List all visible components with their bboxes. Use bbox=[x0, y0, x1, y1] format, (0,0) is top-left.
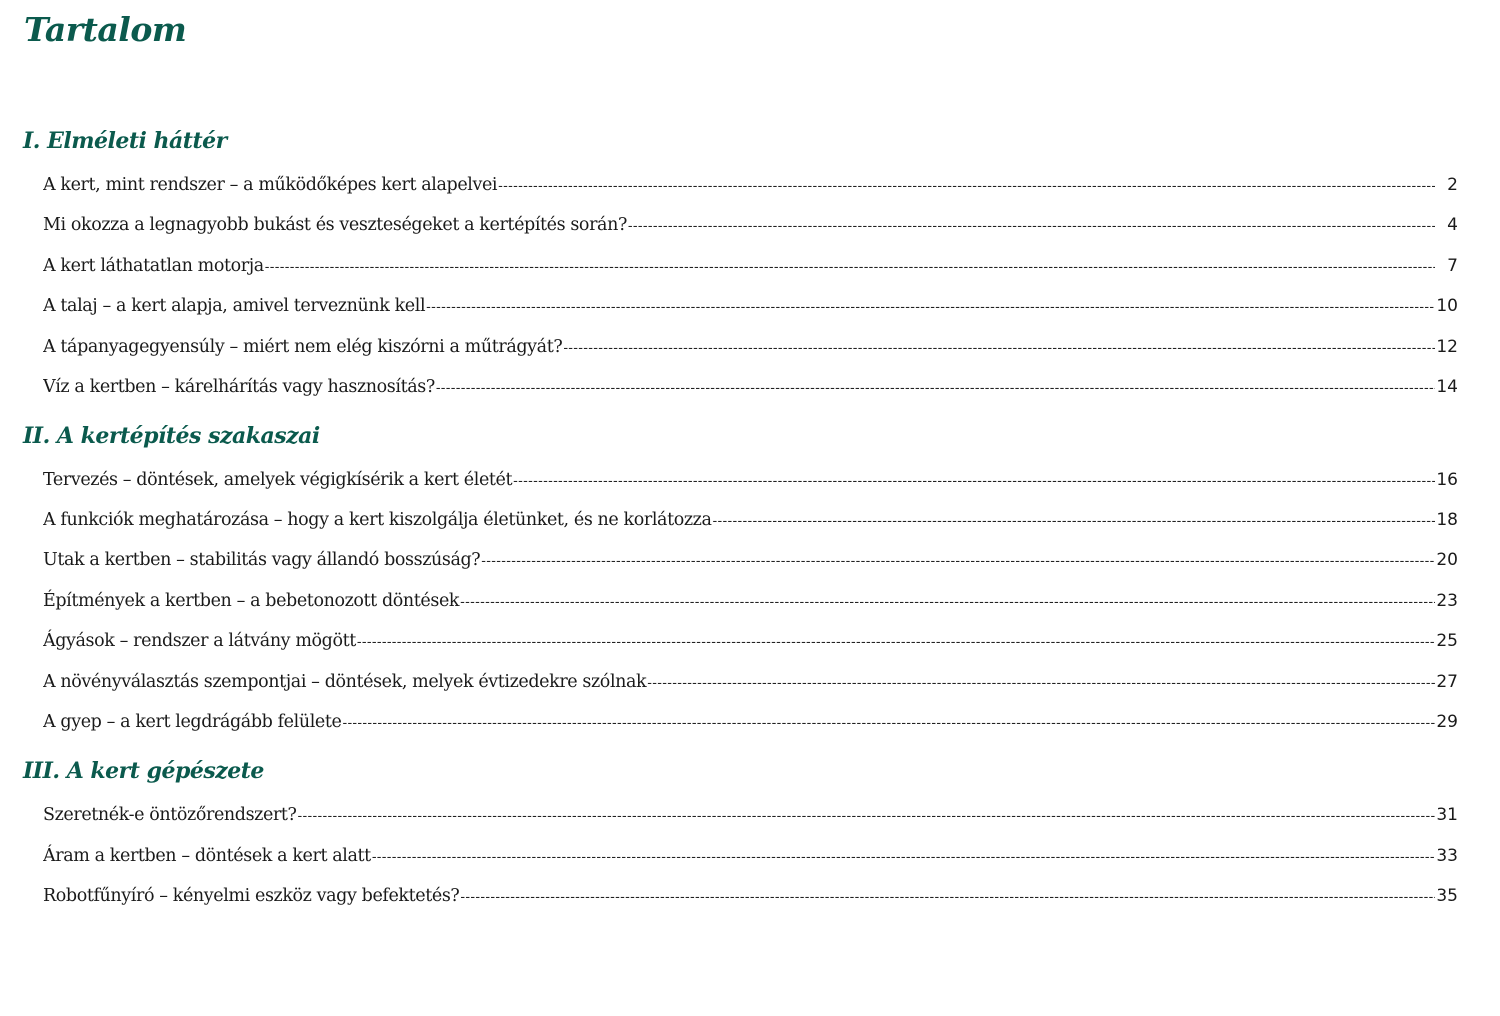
toc-entry-title: A kert, mint rendszer – a működőképes kert alapelvei bbox=[43, 175, 498, 195]
toc-entry-page: 16 bbox=[1436, 470, 1458, 490]
section-heading-elmeleti-hatter: I. Elméleti háttér bbox=[23, 128, 227, 154]
toc-entry-page: 10 bbox=[1436, 296, 1458, 316]
dot-leader bbox=[713, 510, 1435, 532]
dot-leader bbox=[481, 550, 1435, 572]
dot-leader bbox=[498, 175, 1435, 197]
toc-entry-page: 29 bbox=[1436, 712, 1458, 732]
toc-entry-title: Robotfűnyíró – kényelmi eszköz vagy befektetés? bbox=[43, 886, 460, 906]
toc-entry-page: 18 bbox=[1436, 510, 1458, 530]
dot-leader bbox=[647, 672, 1435, 694]
dot-leader bbox=[265, 256, 1435, 278]
toc-entry-title: Víz a kertben – kárelhárítás vagy hasznosítás? bbox=[43, 377, 435, 397]
dot-leader bbox=[357, 631, 1435, 653]
dot-leader bbox=[563, 337, 1435, 359]
toc-entry[interactable] bbox=[43, 844, 1458, 868]
toc-entry-title: A funkciók meghatározása – hogy a kert kiszolgálja életünket, és ne korlátozza bbox=[43, 510, 712, 530]
toc-entry-title: Szeretnék-e öntözőrendszert? bbox=[43, 805, 297, 825]
section-heading-kertepites-szakaszai: II. A kertépítés szakaszai bbox=[23, 423, 320, 449]
toc-entry[interactable] bbox=[43, 548, 1458, 572]
toc-entry[interactable] bbox=[43, 254, 1458, 278]
toc-entry-page: 31 bbox=[1436, 805, 1458, 825]
dot-leader bbox=[460, 591, 1435, 613]
toc-entry[interactable] bbox=[43, 884, 1458, 908]
toc-entry-page: 27 bbox=[1436, 672, 1458, 692]
toc-entry-page: 20 bbox=[1436, 550, 1458, 570]
toc-entry-title: Áram a kertben – döntések a kert alatt bbox=[43, 846, 371, 866]
toc-entry-page: 25 bbox=[1436, 631, 1458, 651]
toc-entry-title: A kert láthatatlan motorja bbox=[43, 256, 264, 276]
dot-leader bbox=[513, 470, 1435, 492]
toc-entry[interactable] bbox=[43, 294, 1458, 318]
dot-leader bbox=[460, 886, 1435, 908]
toc-entry[interactable] bbox=[43, 670, 1458, 694]
toc-entry-title: Mi okozza a legnagyobb bukást és veszteségeket a kertépítés során? bbox=[43, 215, 627, 235]
toc-entry-title: Ágyások – rendszer a látvány mögött bbox=[43, 631, 356, 651]
toc-entry[interactable] bbox=[43, 710, 1458, 734]
page-title: Tartalom bbox=[24, 10, 187, 49]
toc-entry-title: A gyep – a kert legdrágább felülete bbox=[43, 712, 342, 732]
toc-entry[interactable] bbox=[43, 173, 1458, 197]
toc-entry[interactable] bbox=[43, 589, 1458, 613]
toc-entry-page: 23 bbox=[1436, 591, 1458, 611]
dot-leader bbox=[436, 377, 1435, 399]
toc-entry[interactable] bbox=[43, 335, 1458, 359]
toc-entry[interactable] bbox=[43, 803, 1458, 827]
toc-entry-title: A talaj – a kert alapja, amivel terveznünk kell bbox=[43, 296, 426, 316]
toc-entry-page: 33 bbox=[1436, 846, 1458, 866]
toc-entry-title: Építmények a kertben – a bebetonozott döntések bbox=[43, 591, 460, 611]
dot-leader bbox=[372, 846, 1435, 868]
toc-entry[interactable] bbox=[43, 508, 1458, 532]
toc-entry-title: Utak a kertben – stabilitás vagy állandó bosszúság? bbox=[43, 550, 481, 570]
dot-leader bbox=[426, 296, 1435, 318]
dot-leader bbox=[342, 712, 1435, 734]
toc-entry-page: 2 bbox=[1447, 175, 1458, 195]
dot-leader bbox=[298, 805, 1435, 827]
toc-entry[interactable] bbox=[43, 213, 1458, 237]
section-heading-kert-gepeszete: III. A kert gépészete bbox=[23, 758, 264, 784]
toc-entry-title: Tervezés – döntések, amelyek végigkísérik a kert életét bbox=[43, 470, 513, 490]
toc-entry-page: 7 bbox=[1447, 256, 1458, 276]
toc-entry-title: A tápanyagegyensúly – miért nem elég kiszórni a műtrágyát? bbox=[43, 337, 563, 357]
toc-entry-page: 35 bbox=[1436, 886, 1458, 906]
toc-entry-page: 12 bbox=[1436, 337, 1458, 357]
toc-entry-title: A növényválasztás szempontjai – döntések, melyek évtizedekre szólnak bbox=[43, 672, 647, 692]
toc-entry[interactable] bbox=[43, 468, 1458, 492]
toc-entry-page: 14 bbox=[1436, 377, 1458, 397]
toc-entry[interactable] bbox=[43, 375, 1458, 399]
toc-entry[interactable] bbox=[43, 629, 1458, 653]
dot-leader bbox=[628, 215, 1435, 237]
toc-entry-page: 4 bbox=[1447, 215, 1458, 235]
